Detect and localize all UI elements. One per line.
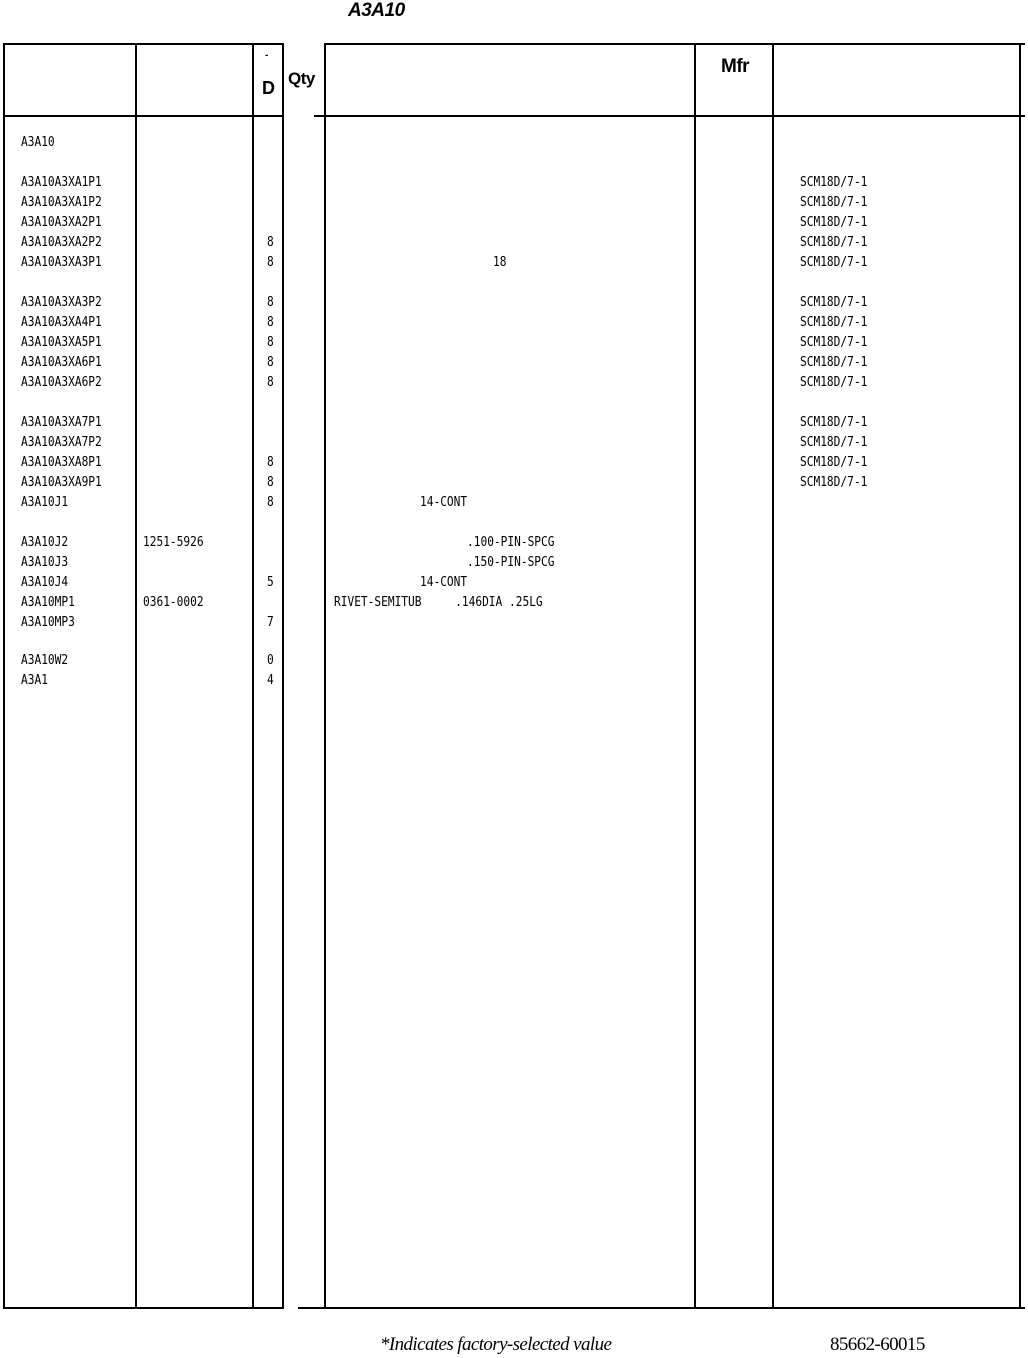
page-title: A3A10: [348, 0, 405, 21]
ref-cell: A3A10A3XA2P2: [21, 235, 102, 250]
ref-cell: A3A10W2: [21, 653, 69, 668]
cd-cell: 8: [267, 255, 274, 270]
cd-cell: 0: [267, 653, 274, 668]
mfr-part-number-cell: SCM18D/7-1: [800, 195, 868, 210]
ref-cell: A3A10A3XA3P2: [21, 295, 102, 310]
ref-cell: A3A10MP1: [21, 595, 75, 610]
table-bottom-border: [3, 1307, 1025, 1309]
mfr-part-number-cell: SCM18D/7-1: [800, 295, 868, 310]
ref-cell: A3A10A3XA3P1: [21, 255, 102, 270]
cd-cell: 8: [267, 475, 274, 490]
ref-cell: A3A10A3XA6P1: [21, 355, 102, 370]
description-cell: 14-CONT: [420, 575, 468, 590]
mfr-part-number-cell: SCM18D/7-1: [800, 215, 868, 230]
column-divider-cd: [282, 43, 284, 1309]
footer-note: *Indicates factory-selected value: [380, 1334, 612, 1355]
description-cell: .150-PIN-SPCG: [467, 555, 555, 570]
header-cd-mark: -: [265, 50, 269, 61]
header-cd: D: [262, 78, 275, 98]
ref-cell: A3A10A3XA9P1: [21, 475, 102, 490]
column-divider-ref: [135, 43, 137, 1309]
mfr-part-number-cell: SCM18D/7-1: [800, 415, 868, 430]
ref-cell: A3A10A3XA7P1: [21, 415, 102, 430]
ref-cell: A3A10MP3: [21, 615, 75, 630]
ref-cell: A3A10A3XA4P1: [21, 315, 102, 330]
column-divider-qty: [324, 43, 326, 1309]
cd-cell: 5: [267, 575, 274, 590]
cd-cell: 8: [267, 375, 274, 390]
header-mfr: Mfr: [721, 56, 750, 77]
mfr-part-number-cell: SCM18D/7-1: [800, 235, 868, 250]
ref-cell: A3A10A3XA2P1: [21, 215, 102, 230]
column-divider-desc: [694, 43, 696, 1309]
ref-cell: A3A10A3XA7P2: [21, 435, 102, 450]
ref-cell: A3A10A3XA5P1: [21, 335, 102, 350]
cd-cell: 8: [267, 295, 274, 310]
cd-cell: 8: [267, 355, 274, 370]
mfr-part-number-cell: SCM18D/7-1: [800, 255, 868, 270]
part-number-cell: 0361-0002: [143, 595, 204, 610]
table-top-border: [3, 43, 1025, 45]
header-bottom-border: [3, 115, 1025, 117]
mfr-part-number-cell: SCM18D/7-1: [800, 475, 868, 490]
cd-cell: 4: [267, 673, 274, 688]
mfr-part-number-cell: SCM18D/7-1: [800, 355, 868, 370]
description-cell: RIVET-SEMITUB .146DIA .25LG: [334, 595, 543, 610]
ref-cell: A3A10: [21, 135, 55, 150]
mfr-part-number-cell: SCM18D/7-1: [800, 175, 868, 190]
description-cell: .100-PIN-SPCG: [467, 535, 555, 550]
cd-cell: 8: [267, 495, 274, 510]
ref-cell: A3A10A3XA6P2: [21, 375, 102, 390]
ref-cell: A3A10A3XA1P1: [21, 175, 102, 190]
description-cell: 14-CONT: [420, 495, 468, 510]
cd-cell: 8: [267, 235, 274, 250]
ref-cell: A3A10A3XA1P2: [21, 195, 102, 210]
mfr-part-number-cell: SCM18D/7-1: [800, 375, 868, 390]
ref-cell: A3A10J1: [21, 495, 69, 510]
column-divider-left: [3, 43, 5, 1309]
description-cell: 18: [493, 255, 507, 270]
ref-cell: A3A10J4: [21, 575, 69, 590]
ref-cell: A3A10J2: [21, 535, 69, 550]
mfr-part-number-cell: SCM18D/7-1: [800, 335, 868, 350]
part-number-cell: 1251-5926: [143, 535, 204, 550]
column-divider-right: [1019, 43, 1021, 1309]
cd-cell: 7: [267, 615, 274, 630]
ref-cell: A3A10J3: [21, 555, 69, 570]
cd-cell: 8: [267, 315, 274, 330]
column-divider-mfr: [772, 43, 774, 1309]
cd-cell: 8: [267, 455, 274, 470]
header-qty: Qty: [288, 69, 315, 88]
mfr-part-number-cell: SCM18D/7-1: [800, 455, 868, 470]
column-divider-part: [252, 43, 254, 1309]
mfr-part-number-cell: SCM18D/7-1: [800, 435, 868, 450]
cd-cell: 8: [267, 335, 274, 350]
ref-cell: A3A1: [21, 673, 48, 688]
footer-part-number: 85662-60015: [830, 1334, 925, 1355]
mfr-part-number-cell: SCM18D/7-1: [800, 315, 868, 330]
ref-cell: A3A10A3XA8P1: [21, 455, 102, 470]
